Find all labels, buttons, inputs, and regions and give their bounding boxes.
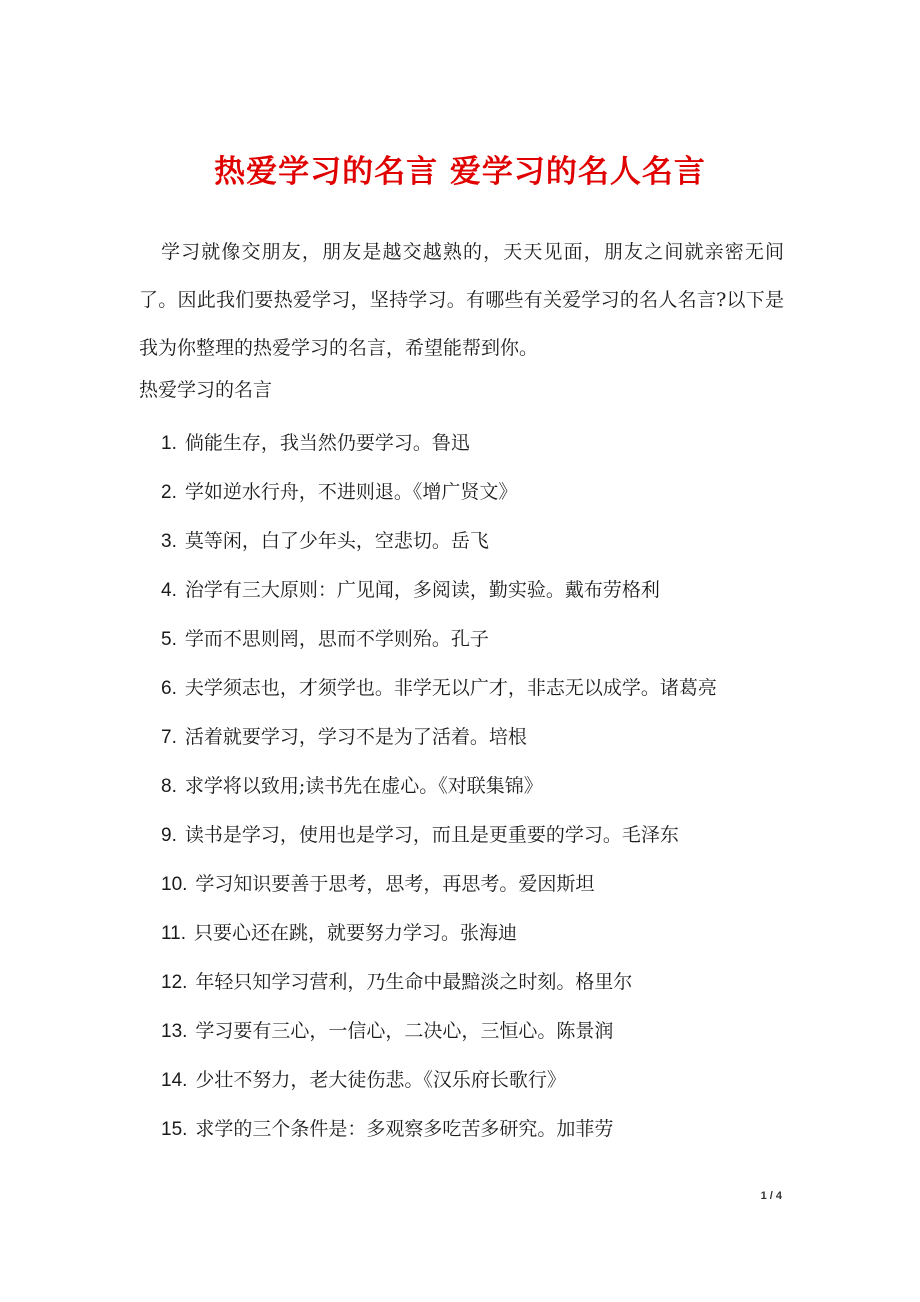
- list-item: [139, 468, 784, 517]
- list-item: [139, 909, 784, 958]
- page-number: 1 / 4: [760, 1190, 782, 1202]
- list-item: [139, 860, 784, 909]
- item-number: 13.: [161, 1021, 188, 1042]
- list-item: [139, 419, 784, 468]
- item-number: 10.: [161, 874, 188, 895]
- quote-list: [139, 419, 784, 1154]
- item-number: 2.: [161, 482, 177, 503]
- item-number: 15.: [161, 1119, 188, 1140]
- list-item: [139, 762, 784, 811]
- item-number: 12.: [161, 972, 188, 993]
- item-number: 7.: [161, 727, 177, 748]
- quote-text: 活着就要学习，学习不是为了活着。培根: [184, 726, 527, 748]
- section-heading: 热爱学习的名言: [139, 379, 273, 401]
- list-item: [139, 1056, 784, 1105]
- list-item: [139, 517, 784, 566]
- item-number: 8.: [161, 776, 177, 797]
- quote-text: 年轻只知学习营利，乃生命中最黯淡之时刻。格里尔: [195, 971, 633, 993]
- document-title: 热爱学习的名言 爱学习的名人名言: [214, 154, 706, 190]
- quote-text: 倘能生存，我当然仍要学习。鲁迅: [184, 432, 470, 454]
- quote-text: 莫等闲，白了少年头，空悲切。岳飞: [184, 530, 489, 552]
- list-item: [139, 664, 784, 713]
- list-item: [139, 811, 784, 860]
- item-number: 14.: [161, 1070, 188, 1091]
- quote-text: 学如逆水行舟，不进则退。《增广贤文》: [184, 481, 518, 503]
- quote-text: 求学的三个条件是：多观察多吃苦多研究。加菲劳: [195, 1118, 614, 1140]
- quote-text: 夫学须志也，才须学也。非学无以广才，非志无以成学。诸葛亮: [184, 677, 717, 699]
- item-number: 5.: [161, 629, 177, 650]
- intro-paragraph: 学习就像交朋友，朋友是越交越熟的，天天见面，朋友之间就亲密无间了。因此我们要热爱学习，坚持学习。有哪些有关爱学习的名人名言?以下是我为你整理的热爱学习的名言，希望能帮到你。: [139, 241, 784, 359]
- item-number: 11.: [161, 923, 187, 944]
- quote-text: 少壮不努力，老大徒伤悲。《汉乐府长歌行》: [195, 1069, 566, 1091]
- quote-text: 只要心还在跳，就要努力学习。张海迪: [194, 922, 518, 944]
- quote-text: 学而不思则罔，思而不学则殆。孔子: [184, 628, 489, 650]
- list-item: [139, 566, 784, 615]
- quote-text: 学习要有三心，一信心，二决心，三恒心。陈景润: [195, 1020, 614, 1042]
- quote-text: 读书是学习，使用也是学习，而且是更重要的学习。毛泽东: [184, 824, 679, 846]
- item-number: 4.: [161, 580, 177, 601]
- quote-text: 求学将以致用;读书先在虚心。《对联集锦》: [184, 775, 543, 797]
- quote-text: 学习知识要善于思考，思考，再思考。爱因斯坦: [195, 873, 595, 895]
- list-item: [139, 1007, 784, 1056]
- item-number: 1.: [161, 433, 177, 454]
- item-number: 9.: [161, 825, 177, 846]
- item-number: 6.: [161, 678, 177, 699]
- list-item: [139, 713, 784, 762]
- list-item: [139, 1105, 784, 1154]
- list-item: [139, 958, 784, 1007]
- quote-text: 治学有三大原则：广见闻，多阅读，勤实验。戴布劳格利: [184, 579, 660, 601]
- list-item: [139, 615, 784, 664]
- item-number: 3.: [161, 531, 177, 552]
